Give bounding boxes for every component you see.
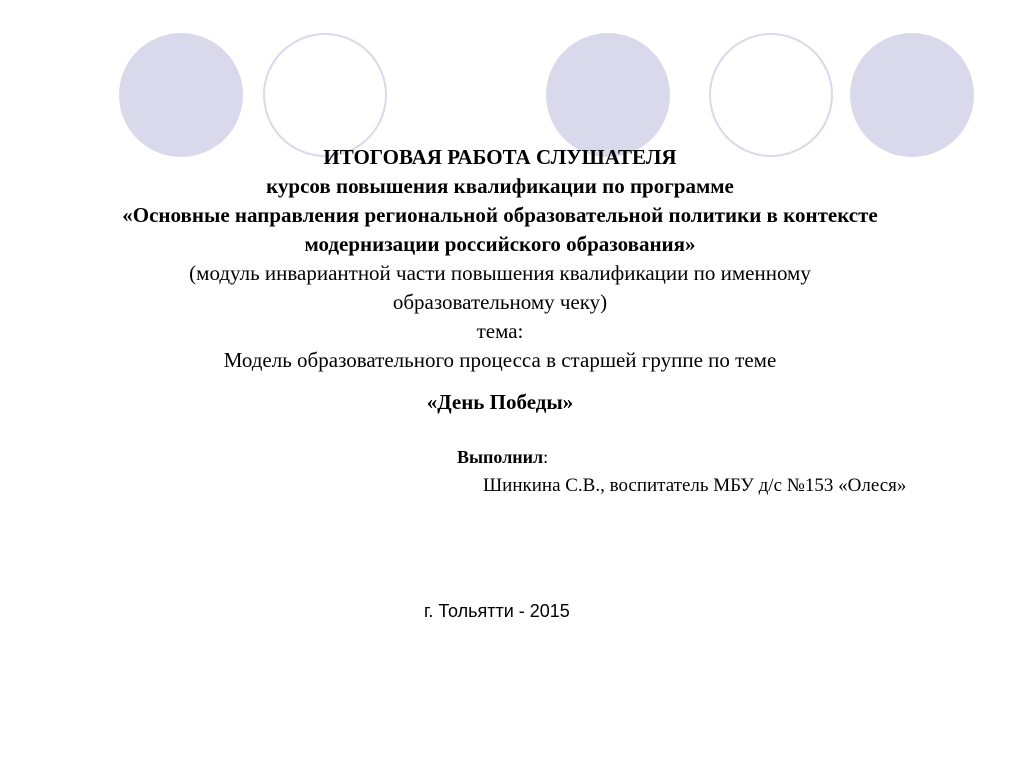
topic-description: Модель образовательного процесса в старшей группе по теме <box>223 348 777 372</box>
program-name-line-2: модернизации российского образования» <box>304 232 696 256</box>
title-subheading: курсов повышения квалификации по программе <box>266 174 734 198</box>
topic-name: «День Победы» <box>426 390 574 414</box>
decorative-circle-filled <box>546 33 670 157</box>
module-note-line-2: образовательному чеку) <box>392 290 608 314</box>
module-note-line-1: (модуль инвариантной части повышения квалификации по именному <box>189 261 811 285</box>
title-block <box>60 143 940 375</box>
performed-by-label <box>457 447 548 468</box>
performer-name: Шинкина С.В., воспитатель МБУ д/с №153 «Олеся» <box>483 475 907 496</box>
decorative-circle-outline <box>709 33 833 157</box>
program-name-line-1: «Основные направления региональной образовательной политики в контексте <box>122 203 878 227</box>
decorative-circle-filled <box>119 33 243 157</box>
decorative-circle-filled <box>850 33 974 157</box>
decorative-circle-outline <box>263 33 387 157</box>
performed-by-text: Выполнил <box>457 447 544 467</box>
topic-label: тема: <box>476 319 524 343</box>
performed-by-colon: : <box>543 447 549 467</box>
title-heading: ИТОГОВАЯ РАБОТА СЛУШАТЕЛЯ <box>323 145 677 169</box>
city-year: г. Тольятти - 2015 <box>424 601 570 621</box>
